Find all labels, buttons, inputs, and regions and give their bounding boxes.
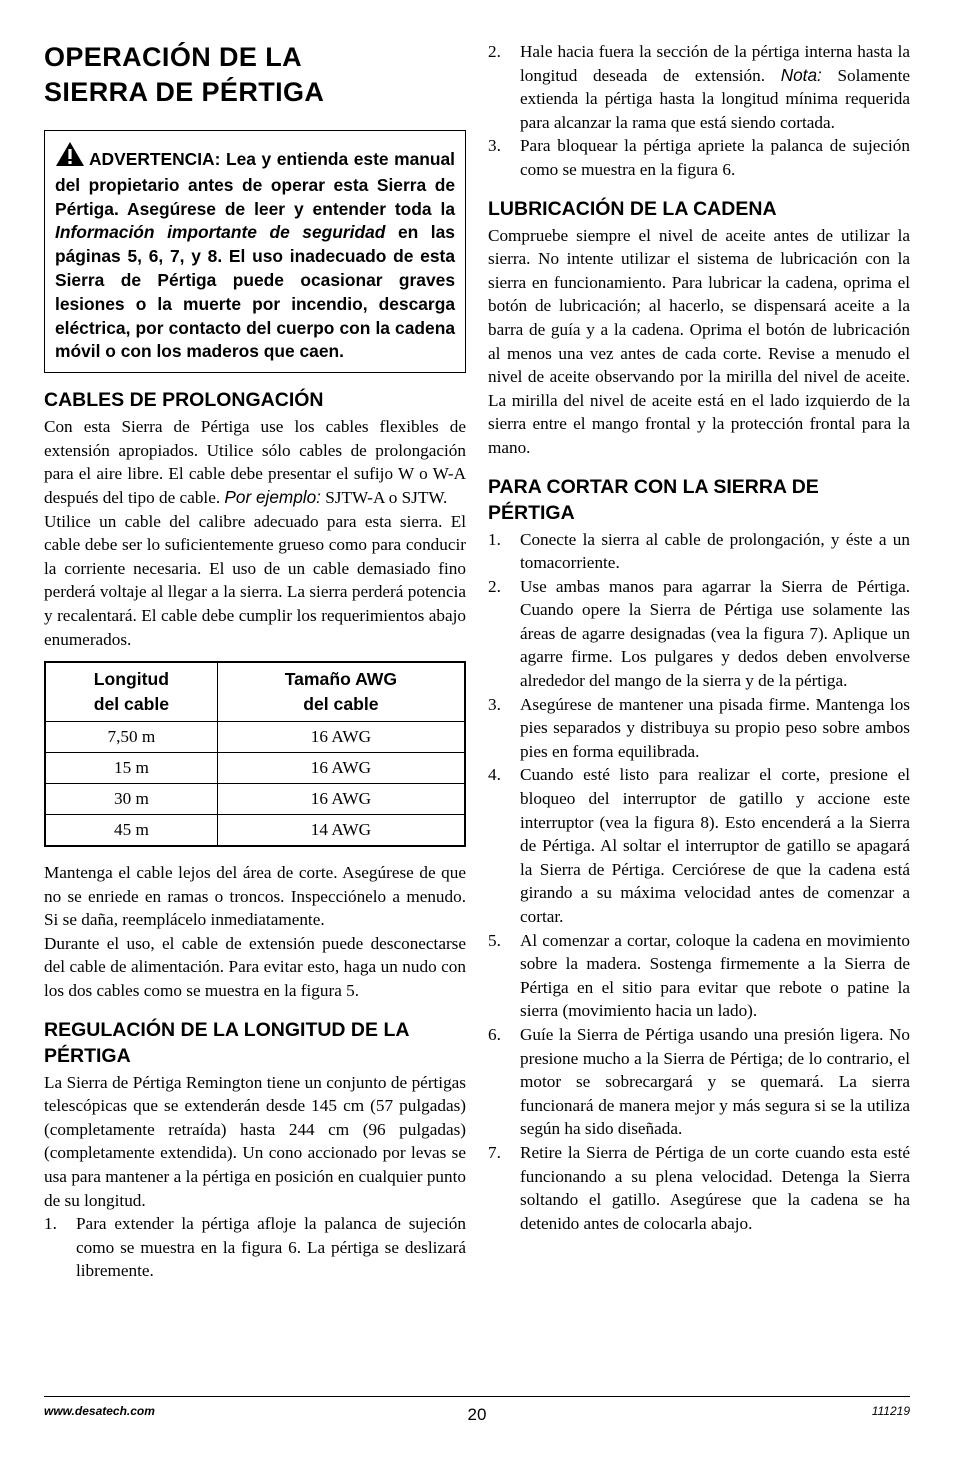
footer-divider [44,1396,910,1397]
left-column [44,40,466,1283]
page-title-line1: OPERACIÓN DE LA [44,42,303,72]
cortar-steps [488,528,910,1236]
page-title [44,40,466,110]
table-header-row [45,662,465,722]
cables-paragraph-4: Durante el uso, el cable de extensión puede desconectarse del cable de alimentación. Para evitar esto, haga un nudo con los dos cables como se muestra en la figura 5. [44,933,466,1001]
list-item [488,929,910,1023]
step-text: Guíe la Sierra de Pértiga usando una presión ligera. No presione mucho a la Sierra de Pértiga; de lo contrario, el motor se sobrecargará y se quemará. La sierra funcionará de manera mejor y más segura si se la utiliza según ha sido diseñada. [520,1024,910,1139]
step-number: 3. [488,136,501,156]
step-number: 1. [488,529,501,549]
regulacion-heading: REGULACIÓN DE LA LONGITUD DE LA PÉRTIGA [44,1018,409,1067]
regulacion-steps-left [44,1212,466,1283]
table-row [45,784,465,815]
step-number: 5. [488,930,501,950]
right-column [488,40,910,1235]
table-header-length [45,662,217,722]
list-item [488,134,910,181]
header-awg-line1: Tamaño AWG [284,669,398,690]
step-note-label: Nota: [780,64,822,85]
table-row [45,815,465,847]
footer-website: www.desatech.com [44,1404,155,1418]
step-number: 1. [44,1214,57,1234]
list-item [488,40,910,134]
table-row [45,722,465,753]
list-item [488,1141,910,1235]
regulacion-steps-right [488,40,910,182]
warning-box [44,130,466,373]
table-cell-awg: 16 AWG [217,784,465,815]
step-number: 3. [488,694,501,714]
cables-p1-text: Con esta Sierra de Pértiga use los cables flexibles de extensión apropiados. Utilice sólo cables de prolongación para el aire libre. El cable debe presentar el sufijo W o W-A después del tipo de cable. [44,417,466,507]
page-title-line2: SIERRA DE PÉRTIGA [44,77,325,107]
table-cell-awg: 14 AWG [217,815,465,847]
cortar-section [488,528,910,1236]
table-cell-length: 7,50 m [107,727,156,747]
step-text: Use ambas manos para agarrar la Sierra de Pértiga. Cuando opere la Sierra de Pértiga use solamente las áreas de agarre designadas (vea la figura 7). Aplique un agarre firme. Los pulgares y dedos deben envolverse alrededor del mango de la sierra y de la pértiga. [520,576,910,691]
header-length-line1: Longitud [93,669,170,690]
step-text: Cuando esté listo para realizar el corte, presione el bloqueo del interruptor de gatillo y accione este interruptor (vea la figura 8). Esto encenderá a la Sierra de Pértiga. Al soltar el interruptor de gatillo se apagará la Sierra de Pértiga. Cerciórese de que la cadena está girando a su máxima velocidad antes de comenzar a cortar. [520,765,910,926]
table-row [45,753,465,784]
step-note-text: Solamente extienda la pértiga hasta la longitud mínima requerida para alcanzar la rama que está siendo cortada. [520,65,911,132]
header-length-line2: del cable [93,694,170,715]
header-awg-line2: del cable [303,694,379,715]
cable-size-table [44,661,466,847]
step-text: Asegúrese de mantener una pisada firme. Mantenga los pies separados y distribuya su propio peso sobre ambos pies en forma equilibrada. [520,694,910,761]
cortar-heading: PARA CORTAR CON LA SIERRA DE PÉRTIGA [488,475,819,524]
table-cell-length: 30 m [45,784,217,815]
warning-text-2: en las páginas 5, 6, 7, y 8. El uso inadecuado de esta Sierra de Pértiga puede ocasionar graves lesiones o la muerte por incendio, descarga eléctrica, por contacto del cuerpo con la cadena móvil o con los maderos que caen. [55,222,455,362]
table-header-awg [217,662,465,722]
lubricacion-paragraph: Compruebe siempre el nivel de aceite antes de utilizar la sierra. No intente utilizar el sistema de lubricación con la sierra en funcionamiento. Para lubricar la cadena, oprima el botón de lubricación; al hacerlo, se dispensará aceite a la barra de guía y a la cadena. Oprima el botón de lubricación al menos una vez antes de cada corte. Revise a menudo el nivel de aceite observando por la mirilla del nivel de aceite. La mirilla del nivel de aceite está en el lado izquierdo de la sierra entre el mango frontal y la protección frontal para la mano. [488,225,910,457]
page-number: 20 [467,1405,487,1424]
cables-section [44,415,466,651]
list-item [488,763,910,928]
list-item [488,575,910,693]
step-text: Hale hacia fuera la sección de la pértiga interna hasta la longitud deseada de extensión. [520,42,910,85]
step-number: 2. [488,42,501,61]
cables-section-cont [44,861,466,1003]
regulacion-paragraph-1: La Sierra de Pértiga Remington tiene un conjunto de pértigas telescópicas que se extenderán desde 145 cm (57 pulgadas) (completamente retraída) hasta 244 cm (96 pulgadas) (completamente extendida). Un cono accionado por levas se usa para mantener a la pértiga en posición en cualquier punto de su longitud. [44,1072,466,1210]
step-number: 7. [488,1142,501,1162]
list-item [44,1212,466,1283]
step-number: 6. [488,1024,501,1044]
table-cell-awg: 16 AWG [217,753,465,784]
warning-triangle-icon [55,141,85,174]
regulacion-section [44,1071,466,1283]
cables-p1-tail: SJTW-A o SJTW. [325,487,448,507]
cables-heading: CABLES DE PROLONGACIÓN [44,389,324,412]
lubricacion-heading: LUBRICACIÓN DE LA CADENA [488,197,777,220]
list-item [488,693,910,764]
step-text: Para extender la pértiga afloje la palanca de sujeción como se muestra en la figura 6. La pértiga se deslizará libremente. [76,1214,466,1281]
cables-p1-italic: Por ejemplo: [224,486,321,507]
cables-paragraph-3: Mantenga el cable lejos del área de corte. Asegúrese de que no se enriede en ramas o troncos. Inspecciónelo a menudo. Si se daña, reemplácelo inmediatamente. [44,863,466,930]
list-item [488,1023,910,1141]
warning-text-1: ADVERTENCIA: Lea y entienda este manual del propietario antes de operar esta Sierra de Pértiga. Asegúrese de leer y entender toda la [55,149,455,219]
step-text: Conecte la sierra al cable de prolongación, y éste a un tomacorriente. [520,529,910,573]
list-item [488,528,910,575]
step-number: 2. [488,576,501,596]
cables-paragraph-1 [44,415,466,509]
warning-text-italic: Información importante de seguridad [55,222,386,243]
cables-paragraph-2: Utilice un cable del calibre adecuado para esta sierra. El cable debe ser lo suficientemente grueso como para conducir la corriente necesaria. El uso de un cable demasiado fino perderá voltaje al llegar a la sierra. La sierra perderá potencia y recalentará. El cable debe cumplir los requerimientos abajo enumerados. [44,511,466,649]
table-cell-awg: 16 AWG [217,722,465,753]
regulacion-section-cont [488,40,910,182]
table-cell-length: 15 m [45,753,217,784]
table-cell-length: 45 m [45,815,217,847]
document-code: 111219 [871,1404,910,1418]
step-text: Para bloquear la pértiga apriete la palanca de sujeción como se muestra en la figura 6. [520,136,910,179]
step-text: Retire la Sierra de Pértiga de un corte cuando esta esté funcionando a su plena velocidad. Detenga la Sierra soltando el gatillo. Asegúrese que la cadena se ha detenido antes de colocarla abajo. [520,1142,910,1233]
step-text: Al comenzar a cortar, coloque la cadena en movimiento sobre la madera. Sostenga firmemente a la Sierra de Pértiga en el sitio para evitar que rebote o patine la sierra (movimiento hacia un lado). [520,930,910,1021]
lubricacion-section [488,224,910,460]
step-number: 4. [488,765,501,785]
